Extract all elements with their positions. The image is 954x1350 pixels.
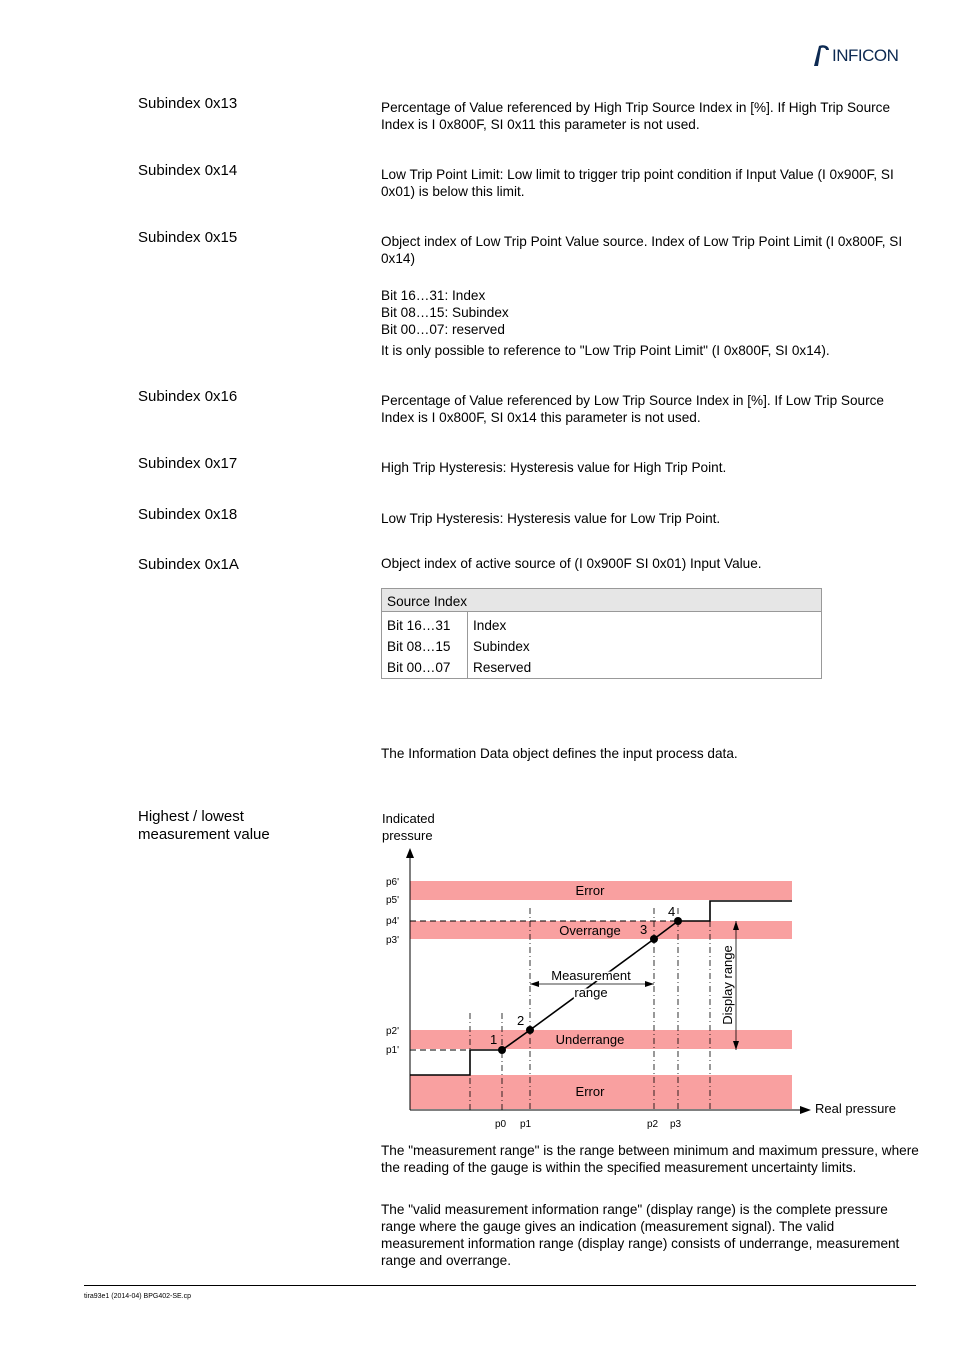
footer-text: tira93e1 (2014-04) BPG402-SE.cp <box>84 1293 192 1300</box>
y-axis-title-line: Indicated <box>382 811 435 826</box>
point-label: 2 <box>517 1013 525 1028</box>
footer-divider <box>84 1285 916 1286</box>
band-label: Underrange <box>555 1032 625 1047</box>
y-tick-label: p4' <box>386 916 400 927</box>
row-note: It is only possible to reference to "Low Trip Point Limit" (I 0x800F, SI 0x14). <box>381 343 830 358</box>
point-label: 3 <box>640 922 648 937</box>
y-tick-label: p3' <box>386 935 400 946</box>
table-row <box>382 612 822 637</box>
bit-item: Bit 00…07: reserved <box>381 322 505 337</box>
row-description: High Trip Hysteresis: Hysteresis value for High Trip Point. <box>381 460 727 475</box>
x-tick-label: p1 <box>520 1119 532 1130</box>
table-row <box>382 657 822 679</box>
bit-item: Bit 08…15: Subindex <box>381 305 509 320</box>
inficon-logo <box>812 44 898 68</box>
section-label-line: measurement value <box>138 826 270 843</box>
band-label: Error <box>575 1084 605 1099</box>
row-description: Low Trip Point Limit: Low limit to trigger trip point condition if Input Value (I 0x900F, SI 0x01) is below this limit. <box>381 167 894 199</box>
row-description: Percentage of Value referenced by Low Trip Source Index in [%]. If Low Trip Source Index is I 0x800F, SI 0x14 this parameter is not used. <box>381 393 884 425</box>
measurement-range-arrow-right <box>645 981 654 987</box>
table-cell: Bit 00…07 <box>382 657 468 679</box>
info-text: The Information Data object defines the input process data. <box>381 746 738 761</box>
table-cell: Bit 08…15 <box>382 636 468 657</box>
measurement-range-label: range <box>574 985 608 1000</box>
y-tick-label: p5' <box>386 895 400 906</box>
table-row <box>382 636 822 657</box>
source-index-table <box>381 588 822 679</box>
paragraph: The "measurement range" is the range between minimum and maximum pressure, where the reading of the gauge is within the specified measurement uncertainty limits. <box>381 1143 919 1175</box>
point-2-marker <box>526 1026 534 1034</box>
band-label: Error <box>575 883 605 898</box>
display-range-label: Display range <box>720 945 735 1025</box>
y-tick-label: p1' <box>386 1045 400 1056</box>
measurement-range-label: Measurement <box>551 968 631 983</box>
y-axis-title-line: pressure <box>382 828 433 843</box>
pressure-range-diagram <box>378 808 918 1133</box>
x-tick-label: p0 <box>495 1119 507 1130</box>
x-tick-label: p3 <box>670 1119 682 1130</box>
section-label <box>138 808 270 844</box>
point-label: 1 <box>490 1032 498 1047</box>
table-cell: Reserved <box>468 657 822 679</box>
band-label: Overrange <box>559 923 621 938</box>
row-description: Low Trip Hysteresis: Hysteresis value for Low Trip Point. <box>381 511 721 526</box>
row-label: Subindex 0x18 <box>138 506 238 523</box>
row-description: Object index of Low Trip Point Value source. Index of Low Trip Point Limit (I 0x800F, SI 0x14) <box>381 234 903 266</box>
y-tick-label: p6' <box>386 877 400 888</box>
inficon-logo-icon <box>812 44 830 68</box>
table-cell: Bit 16…31 <box>382 612 468 637</box>
table-cell: Index <box>468 612 822 637</box>
measurement-range-arrow-left <box>530 981 539 987</box>
table-header: Source Index <box>382 589 822 612</box>
row-label: Subindex 0x17 <box>138 455 238 472</box>
bit-list <box>381 287 916 338</box>
table-cell: Subindex <box>468 636 822 657</box>
x-axis-title: Real pressure <box>815 1101 896 1116</box>
logo-text: INFICON <box>832 46 899 65</box>
bit-item: Bit 16…31: Index <box>381 288 486 303</box>
row-label: Subindex 0x1A <box>138 556 239 573</box>
row-label: Subindex 0x16 <box>138 388 238 405</box>
x-tick-label: p2 <box>647 1119 659 1130</box>
row-label: Subindex 0x14 <box>138 162 238 179</box>
row-label: Subindex 0x13 <box>138 95 238 112</box>
row-label: Subindex 0x15 <box>138 229 238 246</box>
paragraph: The "valid measurement information range" (display range) is the complete pressure range where the gauge gives an indication (measurement signal). The valid measurement information range (display range) consists of underrange, measurement range and overrange. <box>381 1202 900 1268</box>
row-description: Percentage of Value referenced by High Trip Source Index in [%]. If High Trip Source Index is I 0x800F, SI 0x11 this parameter is not used. <box>381 100 891 132</box>
row-description: Object index of active source of (I 0x900F SI 0x01) Input Value. <box>381 556 762 571</box>
x-axis-arrow <box>800 1106 811 1114</box>
section-label-line: Highest / lowest <box>138 808 244 825</box>
point-label: 4 <box>668 904 676 919</box>
y-tick-label: p2' <box>386 1026 400 1037</box>
y-axis-arrow <box>406 848 414 858</box>
point-1-marker <box>498 1046 506 1054</box>
point-3-marker <box>650 935 658 943</box>
